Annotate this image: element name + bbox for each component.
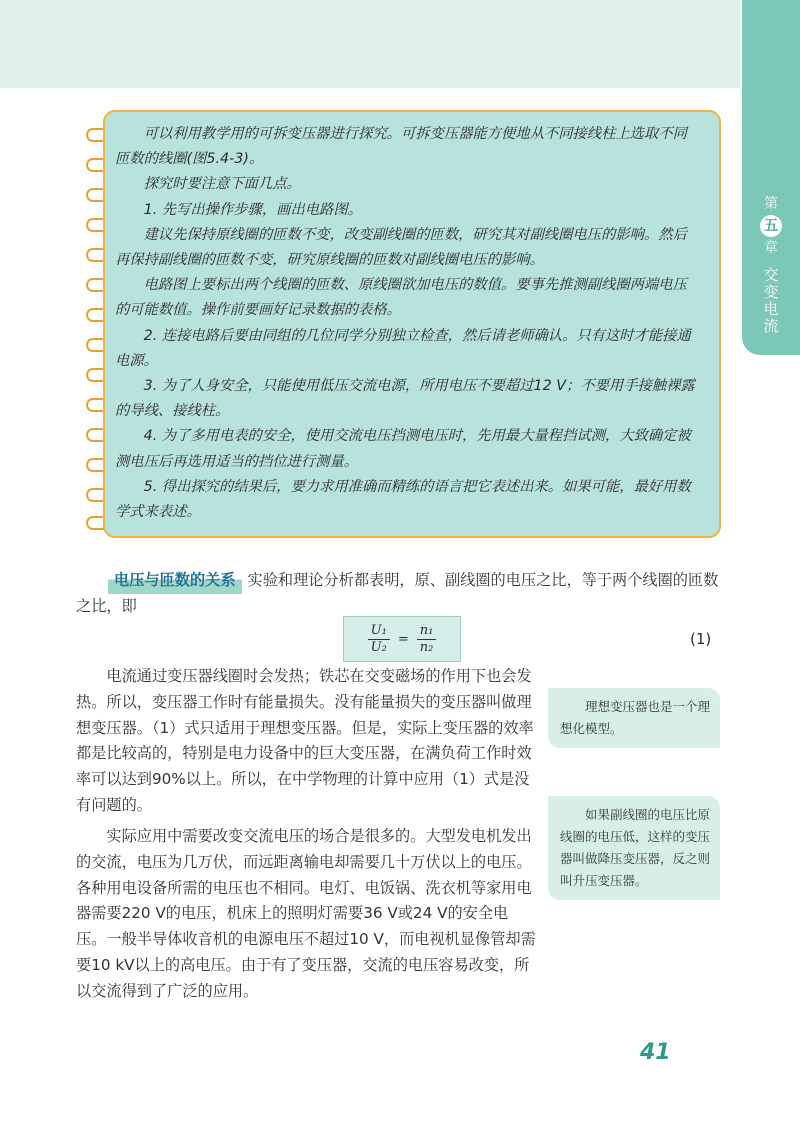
rhs-numerator: n₁ [417, 623, 437, 640]
chapter-number: 五 [760, 215, 782, 237]
side-note-step-up-down [548, 796, 720, 900]
equation-label: (1) [690, 630, 712, 648]
lhs-denominator: U₂ [370, 639, 387, 655]
inquiry-paragraph: 建议先保持原线圈的匝数不变，改变副线圈的匝数，研究其对副线圈电压的影响。然后再保持副线圈的匝数不变，研究原线圈的匝数对副线圈电压的影响。 [115, 226, 687, 269]
inquiry-paragraph: 电路图上要标出两个线圈的匝数、原线圈欲加电压的数值。要事先推测副线圈两端电压的可能数值。操作前要画好记录数据的表格。 [115, 277, 687, 319]
chapter-title: 交变电流 [761, 267, 780, 335]
rhs-fraction [417, 623, 437, 656]
inquiry-paragraph: 探究时要注意下面几点。 [143, 176, 301, 193]
inquiry-notebook-box [103, 110, 721, 538]
inquiry-paragraph: 1. 先写出操作步骤，画出电路图。 [143, 201, 362, 218]
lhs-numerator: U₁ [368, 623, 390, 640]
chapter-suffix: 章 [764, 240, 778, 256]
paragraph-applications [76, 824, 536, 1005]
chapter-prefix: 第 [764, 196, 778, 212]
inquiry-paragraph: 2. 连接电路后要由同组的几位同学分别独立检查，然后请老师确认。只有这时才能接通电源。 [115, 327, 691, 369]
chapter-tab[interactable] [742, 0, 800, 355]
side-note-text: 理想变压器也是一个理想化模型。 [560, 699, 711, 736]
lhs-fraction [368, 623, 390, 656]
equals-sign: = [397, 631, 409, 647]
main-paragraph: 实际应用中需要改变交流电压的场合是很多的。大型发电机发出的交流，电压为几万伏，而远距离输电却需要几十万伏以上的电压。各种用电设备所需的电压也不相同。电灯、电饭锅、洗衣机等家用电器需要220 V的电压，机床上的照明灯需要36 V或24 V的安全电压。一般半导体收音机的电源电压不超过10 V，而电视机显像管却需要10 kV以上的高电压。由于有了变压器，交流的电压容易改变，所以交流得到了广泛的应用。 [76, 827, 536, 1000]
section-intro [76, 568, 726, 620]
inquiry-paragraph: 5. 得出探究的结果后，要力求用准确而精练的语言把它表述出来。如果可能，最好用数学式来表述。 [115, 478, 691, 521]
main-paragraph: 电流通过变压器线圈时会发热；铁芯在交变磁场的作用下也会发热。所以，变压器工作时有能量损失。没有能量损失的变压器叫做理想变压器。（1）式只适用于理想变压器。但是，实际上变压器的效率都是比较高的，特别是电力设备中的巨大变压器，在满负荷工作时效率可以达到90%以上。所以，在中学物理的计算中应用（1）式是没有问题的。 [76, 667, 534, 814]
section-intro-text: 实验和理论分析都表明，原、副线圈的电压之比，等于两个线圈的匝数之比，即 [76, 571, 719, 615]
voltage-turns-formula [343, 616, 461, 662]
inquiry-paragraph: 3. 为了人身安全，只能使用低压交流电源，所用电压不要超过12 V；不要用手接触裸露的导线、接线柱。 [115, 378, 695, 420]
section-heading: 电压与匝数的关系 [108, 568, 242, 594]
paragraph-ideal-transformer [76, 664, 536, 819]
inquiry-paragraph: 可以利用教学用的可拆变压器进行探究。可拆变压器能方便地从不同接线柱上选取不同匝数的线圈(图5.4-3)。 [115, 126, 687, 168]
inquiry-paragraph: 4. 为了多用电表的安全，使用交流电压挡测电压时，先用最大量程挡试测，大致确定被测电压后再选用适当的挡位进行测量。 [115, 428, 691, 470]
rhs-denominator: n₂ [419, 639, 434, 655]
side-note-ideal-model [548, 688, 720, 748]
page-number: 41 [640, 1040, 671, 1065]
header-band [0, 0, 740, 88]
side-note-text: 如果副线圈的电压比原线圈的电压低，这样的变压器叫做降压变压器，反之则叫升压变压器。 [560, 807, 711, 888]
